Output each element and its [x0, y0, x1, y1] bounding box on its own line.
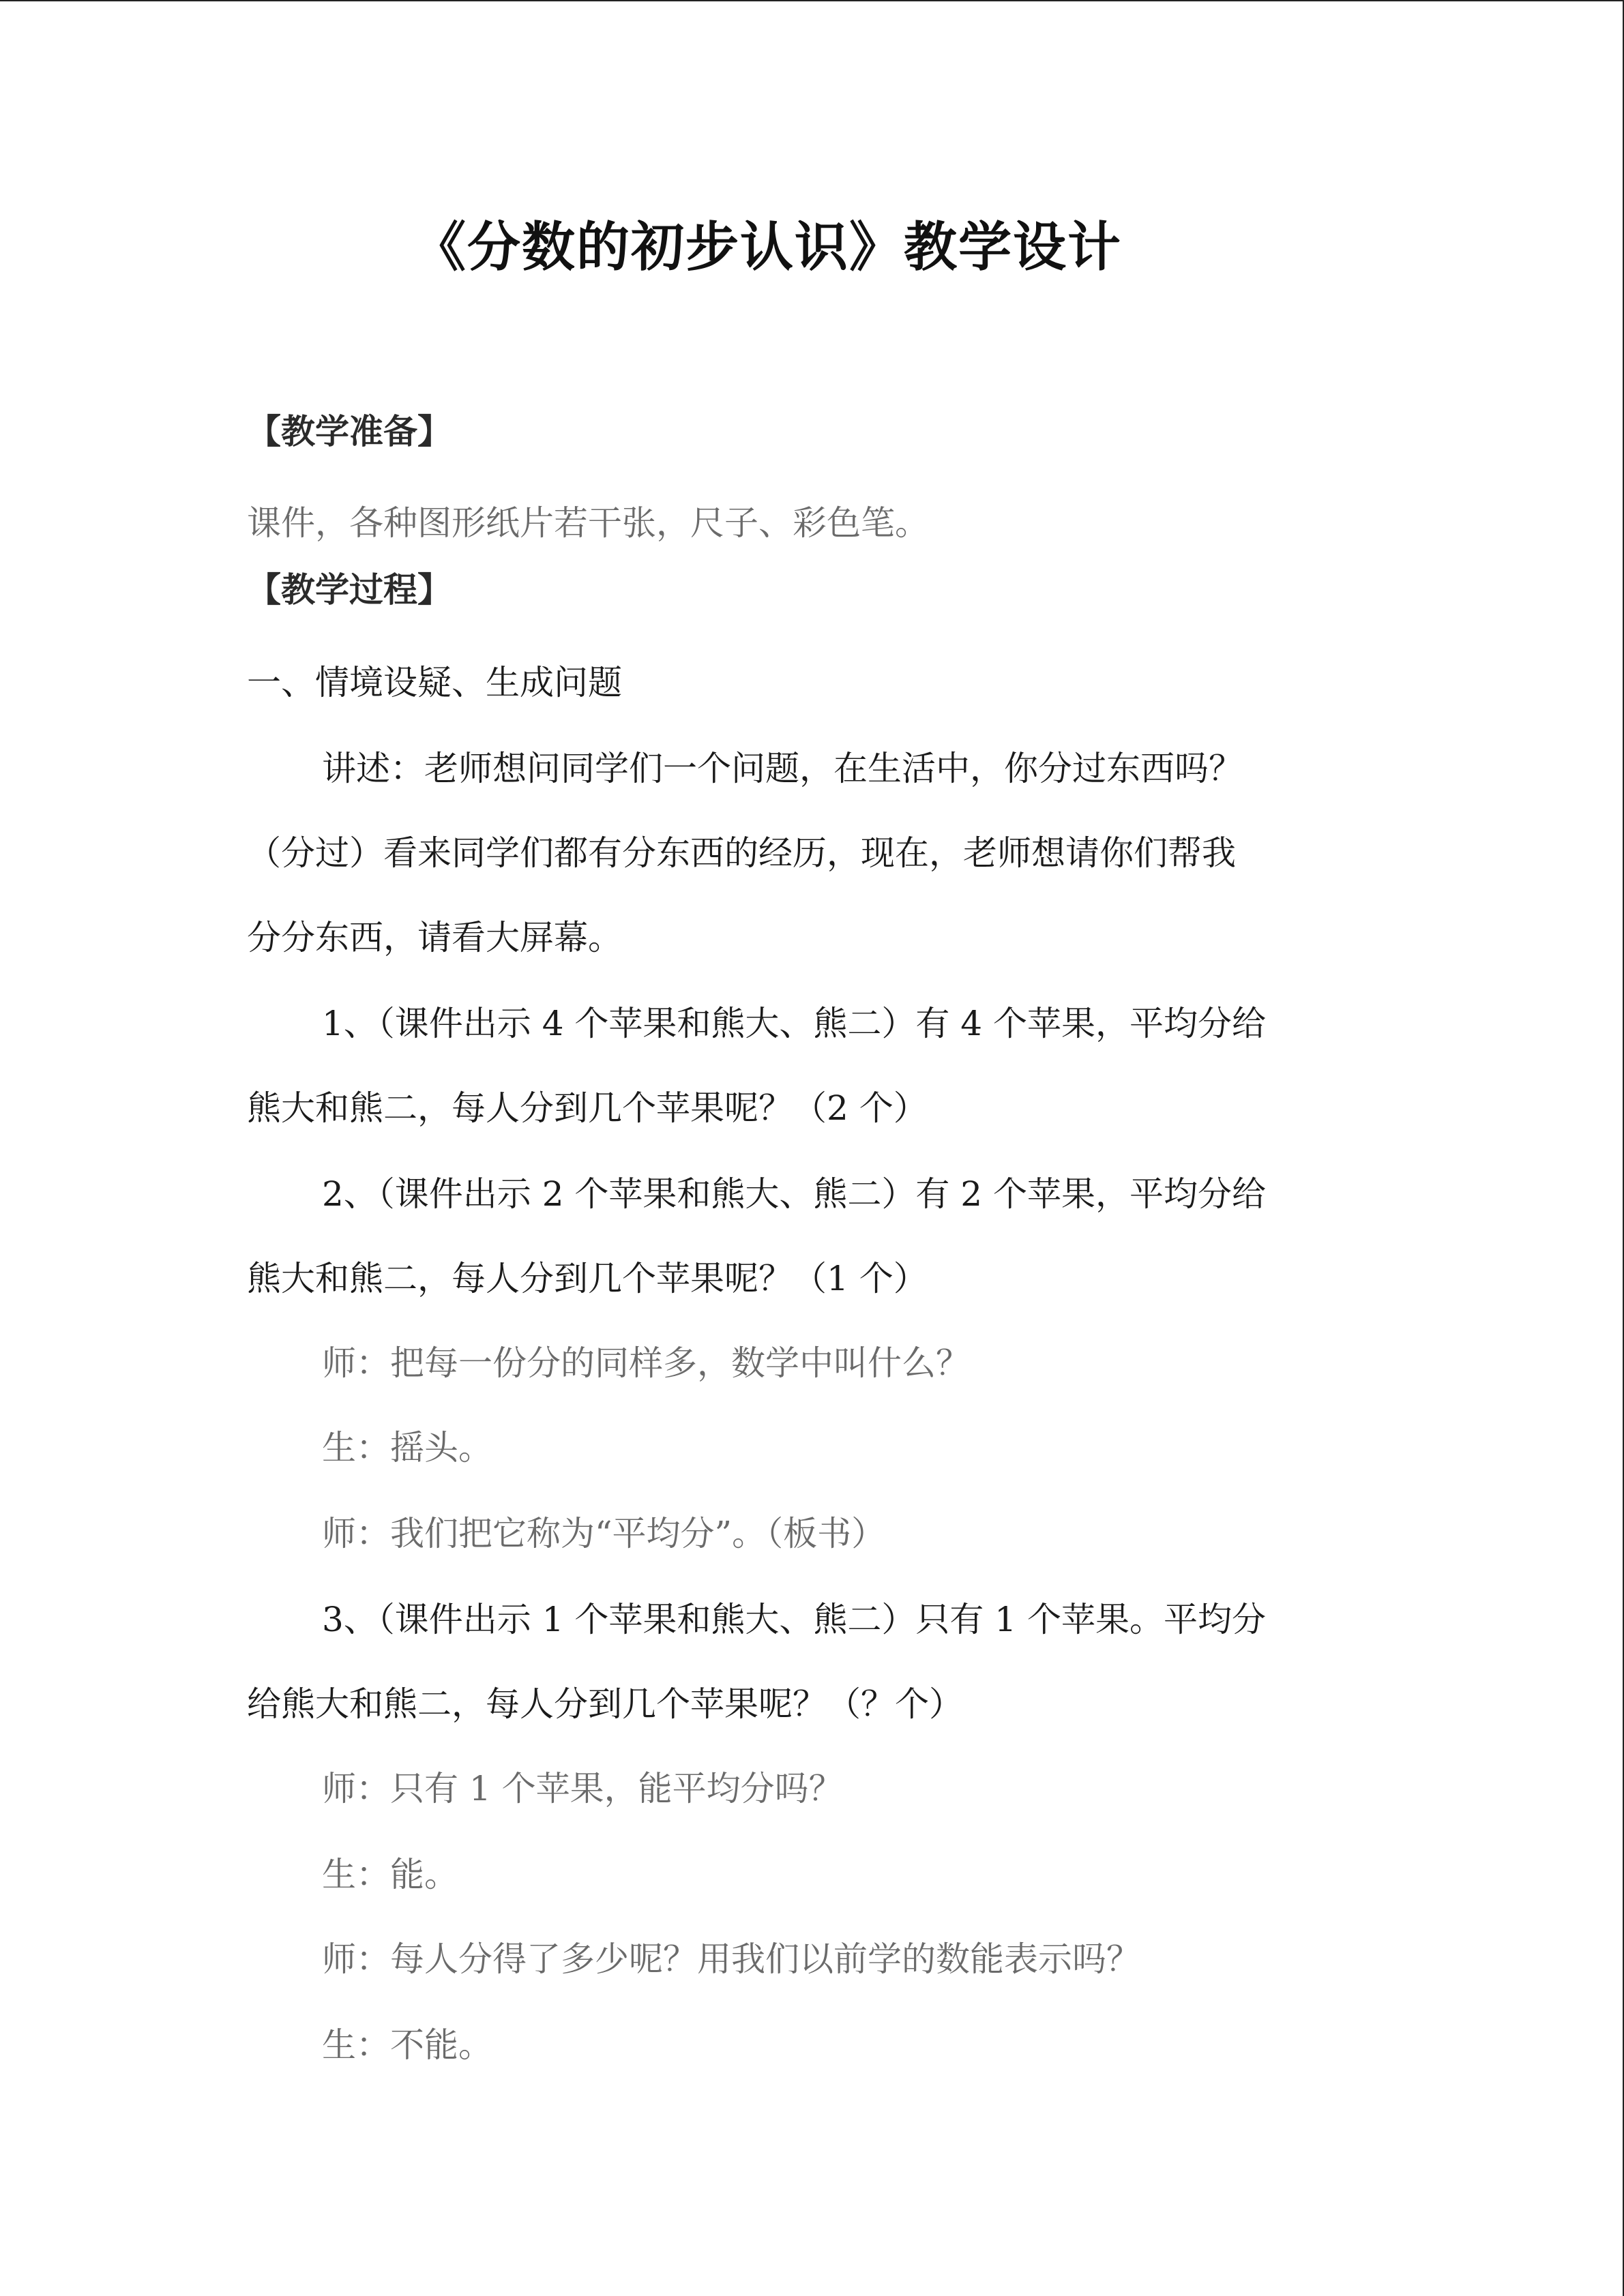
dialogue-line: 生：不能。	[322, 2025, 492, 2065]
dialogue-line: 师：我们把它称为“平均分”。（板书）	[322, 1514, 886, 1553]
section-heading-preparation: 【教学准备】	[247, 412, 452, 451]
dialogue-line: 生：摇头。	[322, 1428, 492, 1467]
paragraph-line: 分分东西，请看大屏幕。	[247, 918, 622, 957]
subsection-heading: 一、情境设疑、生成问题	[247, 663, 622, 702]
dialogue-line: 师：只有 1 个苹果，能平均分吗？	[322, 1769, 843, 1808]
dialogue-line: 生：能。	[322, 1855, 458, 1894]
paragraph-line: （分过）看来同学们都有分东西的经历，现在，老师想请你们帮我	[247, 833, 1236, 873]
paragraph-line: 讲述：老师想问同学们一个问题，在生活中，你分过东西吗？	[322, 749, 1243, 788]
dialogue-line: 师：每人分得了多少呢？用我们以前学的数能表示吗？	[322, 1939, 1140, 1979]
paragraph-line: 给熊大和熊二，每人分到几个苹果呢？（？个）	[247, 1684, 963, 1724]
section-heading-process: 【教学过程】	[247, 570, 452, 610]
dialogue-line: 师：把每一份分的同样多，数学中叫什么？	[322, 1343, 970, 1383]
document-title: 《分数的初步认识》教学设计	[412, 217, 1122, 278]
paragraph-line: 熊大和熊二，每人分到几个苹果呢？（2 个）	[247, 1088, 928, 1128]
paragraph-line: 熊大和熊二，每人分到几个苹果呢？（1 个）	[247, 1259, 928, 1298]
preparation-text: 课件，各种图形纸片若干张，尺子、彩色笔。	[247, 503, 929, 543]
paragraph-line: 1、（课件出示 4 个苹果和熊大、熊二）有 4 个苹果，平均分给	[322, 1004, 1267, 1043]
paragraph-line: 3、（课件出示 1 个苹果和熊大、熊二）只有 1 个苹果。平均分	[322, 1600, 1267, 1639]
paragraph-line: 2、（课件出示 2 个苹果和熊大、熊二）有 2 个苹果，平均分给	[322, 1174, 1267, 1214]
